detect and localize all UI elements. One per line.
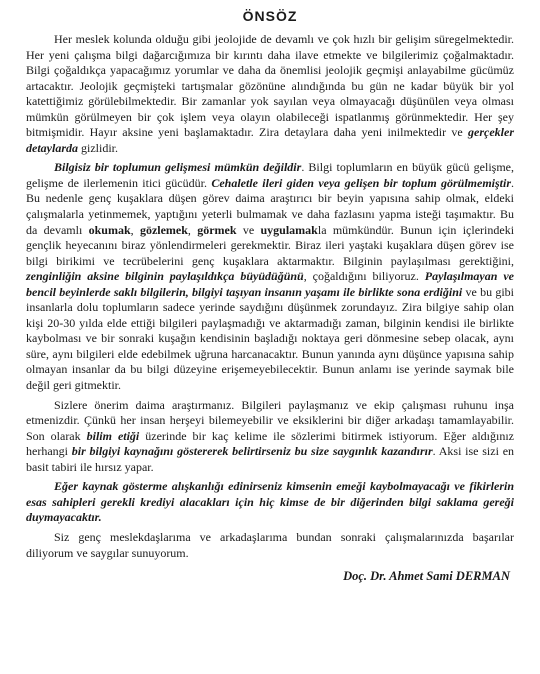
text-run: . Aksi ise sizi en basit tabiri ile hırsız yapar. bbox=[26, 444, 515, 474]
text-run: , bbox=[187, 222, 198, 237]
text-run: , bbox=[130, 222, 140, 237]
bold-text: uygulamak bbox=[260, 222, 318, 237]
text-run: Sizlere önerim daima araştırmanız. Bilgileri paylaşmanız ve ekip çalışması ruhunu inşa etmenizdir. Çünkü her insan herşeyi bilemeyebilir ve eksiklerini bir diğer arkadaşı tamamlayabilir. Son olarak bbox=[26, 397, 514, 443]
text-run: . Bu nedenle genç kuşaklara düşen görev daima araştırıcı bir beyin yapısına sahip olmak, eldeki çalışmalarla yetinmemek, yaptığını yeterli bulmamak ve daha fazlasını yapma isteği taşımaktır. Bu da devamlı bbox=[26, 175, 514, 237]
paragraph-2 bbox=[26, 160, 514, 393]
emphasis-text: Eğer kaynak gösterme alışkanlığı edinirseniz kimsenin emeği kaybolmayacağı ve fikirlerin esas sahipleri gerekli krediyi alacakları için hiç kimse de bir diğerinden bilgi saklama gereği duymayacaktır. bbox=[26, 479, 514, 525]
bold-text: okumak bbox=[88, 222, 131, 237]
author-signature: Doç. Dr. Ahmet Sami DERMAN bbox=[343, 569, 510, 584]
emphasis-text: bir bilgiyi kaynağını göstererek belirtirseniz bu size saygınlık kazandırır bbox=[71, 444, 433, 459]
text-run: gizlidir. bbox=[78, 140, 118, 155]
text-run: ve bu gibi insanlarla dolu toplumların sadece yerinde saydığını düşünmek zorundayız. Zira bilgiye sahip olan kişi 20-30 yılda elde ettiği bilgileri paylaşmadığı ve aktarmadığı zaman, bilginin kendisi ile birlikte kaybolması ve bir sonraki kuşağın kendisinin başladığı noktaya geri dönmesine sebep olacak, aynı süre, aynı bilgileri elde edebilmek uğruna harcanacaktır. Bunun yanında aynı düşünce yapısına sahip olmayan insanlar da bu bilgi düzeyine erişemeyebilecektir. Bunun anlamı ise yerinde saymak bile değil geri gitmektir. bbox=[26, 284, 514, 393]
paragraph-3 bbox=[26, 398, 514, 476]
page-title: ÖNSÖZ bbox=[242, 8, 298, 24]
emphasis-text: Paylaşılmayan ve bencil beyinlerde saklı bilgilerin, bilgiyi taşıyan insanın yaşamı ile birlikte sona erdiğini bbox=[26, 269, 514, 299]
paragraph-4 bbox=[26, 479, 514, 526]
paragraph-1 bbox=[26, 32, 514, 156]
bold-text: görmek bbox=[197, 222, 237, 237]
text-run: ve bbox=[236, 222, 261, 237]
emphasis-text: Cehaletle ileri giden veya gelişen bir toplum görülmemiştir bbox=[211, 175, 511, 190]
emphasis-text: gerçekler detaylarda bbox=[26, 125, 514, 155]
emphasis-text: bilim etiği bbox=[86, 428, 140, 443]
emphasis-text: Bilgisiz bir toplumun gelişmesi mümkün değildir bbox=[54, 160, 302, 175]
paragraph-5 bbox=[26, 530, 514, 561]
bold-text: gözlemek bbox=[139, 222, 188, 237]
text-run: . Bilgi toplumların en büyük gücü gelişme, gelişme de ilerlemenin itici gücüdür. bbox=[26, 160, 514, 190]
emphasis-text: zenginliğin aksine bilginin paylaşıldıkça büyüdüğünü bbox=[26, 269, 304, 284]
text-run: , çoğaldığını biliyoruz. bbox=[303, 269, 425, 284]
text-run: Her meslek kolunda olduğu gibi jeolojide de devamlı ve çok hızlı bir gelişim süregelmektedir. Her yeni çalışma bilgi dağarcığımıza bir kırıntı daha ilave etmekte ve bilgilerimiz çoğalmaktadır. Bilgi çoğaldıkça yapacağımız yorumlar ve daha da önemlisi jeolojik geçmişi anlayabilme gücümüz artacaktır. Jeolojik geçmişteki tartışmalar gözönüne alındığında bu gün ne kadar büyük bir yol katettiğimiz görülebilmektedir. Bir zamanlar yok sayılan veya olmayacağı düşünülen veya olması mümkün görülmeyen bir çok işlem veya olayın olabileceği ispatlanmış görünmektedir. Her şey bitmişmidir. Hayır aksine yeni başlamaktadır. Zira detaylara daha yeni inilmektedir ve bbox=[26, 32, 514, 140]
text-run: üzerinde bir kaç kelime ile sözlerimi bitirmek istiyorum. Eğer aldığınız herhangi bbox=[26, 428, 514, 459]
text-run: Siz genç meslekdaşlarıma ve arkadaşlarıma bundan sonraki çalışmalarınızda başarılar diliyorum ve saygılar sunuyorum. bbox=[26, 529, 514, 560]
text-run: la mümkündür. Bunun için içlerindeki gençlik heyecanını biraz yönlendirmeleri gerekmektir. Biraz ileri yaştaki kuşaklara düşen görev ise bilgi birikimi ve tecrübelerini genç kuşaklara aktarmaktır. Bilginin paylaşılması gerektiğini, bbox=[26, 222, 515, 268]
